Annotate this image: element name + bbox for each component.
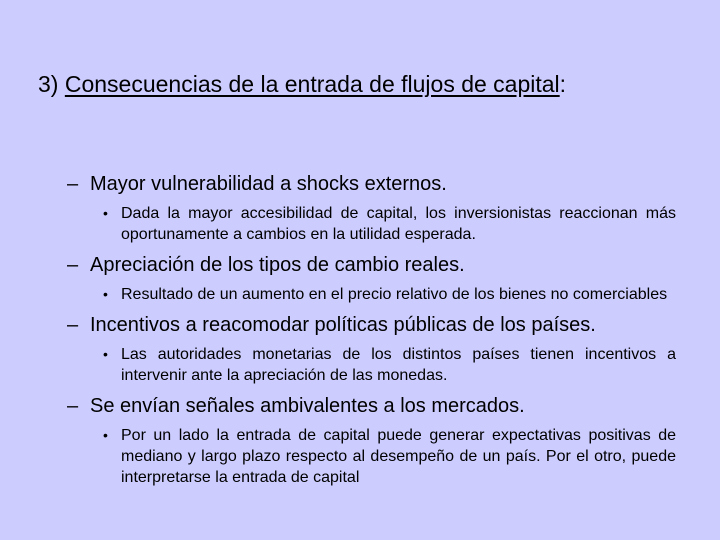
bullet-marker: • bbox=[103, 286, 108, 302]
dash-marker: – bbox=[67, 314, 79, 336]
list-item-level2 bbox=[103, 203, 676, 245]
sub-item-text: Dada la mayor accesibilidad de capital, los inversionistas reaccionan más oportunamente a cambios en la utilidad esperada. bbox=[121, 205, 676, 243]
sub-item-text: Resultado de un aumento en el precio relativo de los bienes no comerciables bbox=[121, 286, 668, 303]
dash-marker: – bbox=[67, 173, 79, 195]
sub-item-text: Las autoridades monetarias de los distintos países tienen incentivos a intervenir ante la apreciación de las monedas. bbox=[121, 346, 676, 384]
list-item-text: Incentivos a reacomodar políticas públicas de los países. bbox=[90, 314, 596, 336]
dash-marker: – bbox=[67, 254, 79, 276]
list-item-level1 bbox=[67, 313, 676, 337]
list-item-level2 bbox=[103, 284, 676, 305]
dash-marker: – bbox=[67, 395, 79, 417]
list-item-text: Apreciación de los tipos de cambio reales. bbox=[90, 254, 465, 276]
list-item-level1 bbox=[67, 253, 676, 277]
list-item-level1 bbox=[67, 172, 676, 196]
list-item-level2 bbox=[103, 425, 676, 488]
bullet-marker: • bbox=[103, 205, 108, 221]
list-item-level1 bbox=[67, 394, 676, 418]
content bbox=[0, 172, 720, 488]
list-item-text: Mayor vulnerabilidad a shocks externos. bbox=[90, 173, 447, 195]
bullet-marker: • bbox=[103, 427, 108, 443]
list-item-level2 bbox=[103, 344, 676, 386]
title-suffix: : bbox=[559, 71, 567, 97]
title-underlined: Consecuencias de la entrada de flujos de capital bbox=[64, 71, 560, 97]
sub-item-text: Por un lado la entrada de capital puede generar expectativas positivas de mediano y largo plazo respecto al desempeño de un país. Por el otro, puede interpretarse la entrada de capital bbox=[121, 427, 676, 486]
list-item-text: Se envían señales ambivalentes a los mercados. bbox=[90, 395, 525, 417]
title-prefix: 3) bbox=[38, 71, 65, 97]
bullet-marker: • bbox=[103, 346, 108, 362]
slide-title bbox=[38, 70, 708, 98]
